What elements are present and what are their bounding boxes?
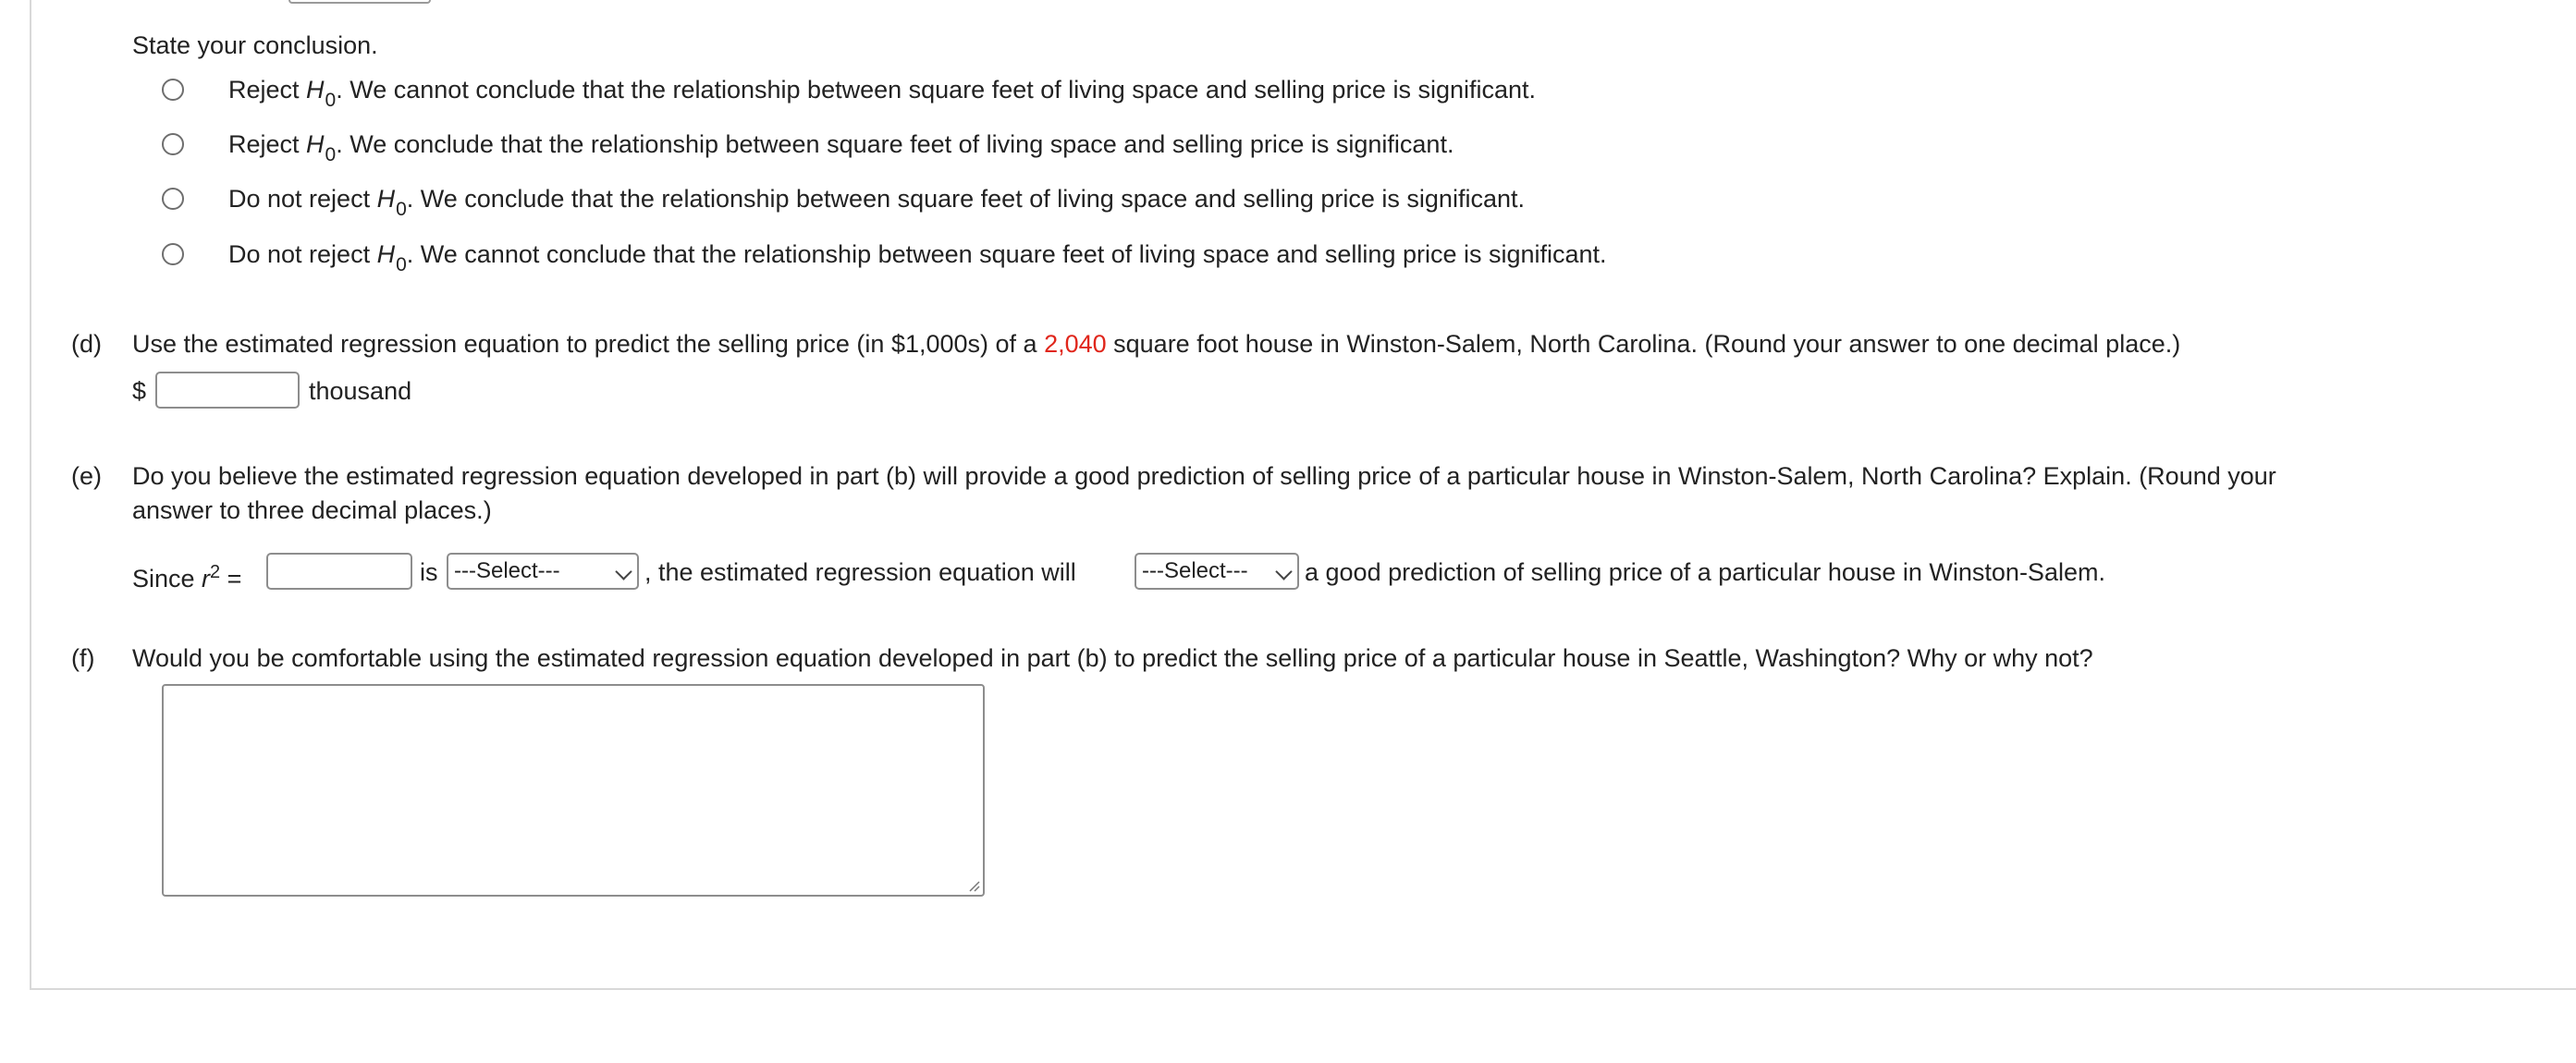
explanation-textarea[interactable] (162, 684, 985, 897)
prediction-select[interactable] (1135, 553, 1299, 590)
option-3-lead: Do not reject (228, 185, 377, 213)
option-3-text: . We conclude that the relationship between square feet of living space and selling price is significant. (406, 185, 1525, 213)
h-symbol: H (306, 130, 325, 158)
r-symbol: r (202, 565, 211, 593)
part-f-question: Would you be comfortable using the estimated regression equation developed in part (b) to predict the selling price of a particular house in Seattle, Washington? Why or why not? (132, 644, 2093, 672)
part-e-label: (e) (71, 462, 102, 490)
previous-input-field[interactable] (288, 0, 431, 4)
question-panel (30, 0, 2576, 990)
fit-quality-select-value: ---Select--- (454, 558, 560, 583)
h-subscript: 0 (325, 144, 337, 165)
part-d-text-end: square foot house in Winston-Salem, North Carolina. (Round your answer to one decimal place.) (1106, 330, 2181, 358)
r-squared-label (132, 556, 241, 595)
fit-quality-select[interactable] (447, 553, 639, 590)
chevron-down-icon (615, 563, 632, 580)
option-1-label[interactable] (228, 73, 1536, 109)
unit-label: thousand (309, 377, 412, 405)
predicted-price-input[interactable] (155, 372, 300, 409)
since-text: Since (132, 565, 202, 593)
h-symbol: H (306, 76, 325, 104)
resize-grip-icon[interactable] (967, 879, 980, 892)
option-1-lead: Reject (228, 76, 307, 104)
h-subscript: 0 (325, 90, 337, 111)
radio-option-3[interactable] (162, 188, 184, 210)
option-2-label[interactable] (228, 128, 1454, 164)
h-subscript: 0 (396, 254, 407, 275)
option-1-text: . We cannot conclude that the relationship between square feet of living space and selling price is significant. (336, 76, 1537, 104)
equals-sign: = (220, 565, 242, 593)
option-2-text: . We conclude that the relationship between square feet of living space and selling price is significant. (336, 130, 1454, 158)
h-symbol: H (376, 185, 396, 213)
dollar-sign: $ (132, 377, 147, 405)
part-e-question-line1: Do you believe the estimated regression equation developed in part (b) will provide a good prediction of selling price of a particular house in Winston-Salem, North Carolina? Explain. (Round your (132, 462, 2276, 490)
option-4-label[interactable] (228, 238, 1607, 274)
option-4-text: . We cannot conclude that the relationship between square feet of living space and selling price is significant. (406, 240, 1607, 268)
conclusion-prompt: State your conclusion. (132, 31, 378, 59)
chevron-down-icon (1275, 563, 1292, 580)
part-e-mid-text: , the estimated regression equation will (644, 558, 1076, 586)
square-feet-value: 2,040 (1044, 330, 1107, 358)
is-text: is (420, 558, 438, 586)
part-d-text: Use the estimated regression equation to predict the selling price (in $1,000s) of a (132, 330, 1045, 358)
part-e-end-text: a good prediction of selling price of a particular house in Winston-Salem. (1305, 558, 2105, 586)
radio-option-4[interactable] (162, 243, 184, 265)
prediction-select-value: ---Select--- (1142, 558, 1248, 583)
part-f-label: (f) (71, 644, 95, 672)
radio-option-2[interactable] (162, 133, 184, 155)
radio-option-1[interactable] (162, 79, 184, 101)
h-symbol: H (376, 240, 396, 268)
r-squared-input[interactable] (266, 553, 412, 590)
option-4-lead: Do not reject (228, 240, 377, 268)
part-e-question-line2: answer to three decimal places.) (132, 496, 492, 524)
option-3-label[interactable] (228, 182, 1525, 218)
h-subscript: 0 (396, 199, 407, 220)
part-d-question (132, 327, 2180, 360)
part-d-label: (d) (71, 330, 102, 358)
r-exponent: 2 (210, 562, 221, 582)
option-2-lead: Reject (228, 130, 307, 158)
